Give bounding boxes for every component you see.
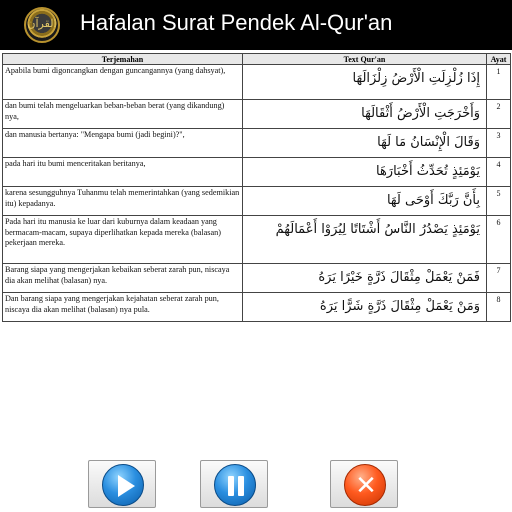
ayat-number: 1 (487, 65, 511, 100)
table-row (3, 129, 511, 158)
table-row (3, 293, 511, 322)
arabic-cell: فَمَنْ يَعْمَلْ مِثْقَالَ ذَرَّةٍ خَيْرًا يَرَهُ (243, 264, 487, 293)
translation-cell: karena sesungguhnya Tuhanmu telah memerintahkan (yang sedemikian itu) kepadanya. (3, 187, 243, 216)
play-icon (102, 464, 144, 506)
translation-cell: Barang siapa yang mengerjakan kebaikan seberat zarah pun, niscaya dia akan melihat (balasan) nya. (3, 264, 243, 293)
arabic-cell: وَأَخْرَجَتِ الْأَرْضُ أَثْقَالَهَا (243, 100, 487, 129)
header-quran: Text Qur'an (243, 54, 487, 65)
translation-cell: dan bumi telah mengeluarkan beban-beban berat (yang dikandung) nya, (3, 100, 243, 129)
arabic-cell: إِذَا زُلْزِلَتِ الْأَرْضُ زِلْزَالَهَا (243, 65, 487, 100)
translation-cell: Pada hari itu manusia ke luar dari kuburnya dalam keadaan yang bermacam-macam, supaya diperlihatkan kepada mereka (balasan) pekerjaan mereka. (3, 216, 243, 264)
header-ayat: Ayat (487, 54, 511, 65)
table-row (3, 100, 511, 129)
stop-button[interactable] (330, 460, 398, 508)
surah-table-container[interactable] (2, 53, 510, 322)
arabic-cell: وَمَنْ يَعْمَلْ مِثْقَالَ ذَرَّةٍ شَرًّا يَرَهُ (243, 293, 487, 322)
table-row (3, 264, 511, 293)
arabic-cell: يَوْمَئِذٍ تُحَدِّثُ أَخْبَارَهَا (243, 158, 487, 187)
ayat-number: 8 (487, 293, 511, 322)
arabic-cell: وَقَالَ الْإِنْسَانُ مَا لَهَا (243, 129, 487, 158)
arabic-cell: يَوْمَئِذٍ يَصْدُرُ النَّاسُ أَشْتَاتًا لِيُرَوْا أَعْمَالَهُمْ (243, 216, 487, 264)
translation-cell: Dan barang siapa yang mengerjakan kejahatan seberat zarah pun, niscaya dia akan melihat (balasan) nya pula. (3, 293, 243, 322)
app-title: Hafalan Surat Pendek Al-Qur'an (80, 10, 393, 35)
translation-cell: pada hari itu bumi menceritakan beritanya, (3, 158, 243, 187)
table-row (3, 65, 511, 100)
playback-controls (0, 460, 512, 508)
ayat-number: 2 (487, 100, 511, 129)
close-icon: ✕ (344, 464, 386, 506)
table-row (3, 158, 511, 187)
pause-icon (214, 464, 256, 506)
table-row (3, 187, 511, 216)
ayat-number: 7 (487, 264, 511, 293)
play-button[interactable] (88, 460, 156, 508)
translation-cell: dan manusia bertanya: "Mengapa bumi (jadi begini)?", (3, 129, 243, 158)
ayat-number: 3 (487, 129, 511, 158)
surah-table (2, 53, 511, 322)
logo-text: القرآن (27, 17, 57, 30)
ayat-number: 6 (487, 216, 511, 264)
pause-button[interactable] (200, 460, 268, 508)
ayat-number: 4 (487, 158, 511, 187)
table-header-row (3, 54, 511, 65)
translation-cell: Apabila bumi digoncangkan dengan guncangannya (yang dahsyat), (3, 65, 243, 100)
ayat-number: 5 (487, 187, 511, 216)
arabic-cell: بِأَنَّ رَبَّكَ أَوْحَى لَهَا (243, 187, 487, 216)
header-translation: Terjemahan (3, 54, 243, 65)
table-row (3, 216, 511, 264)
quran-logo (24, 7, 60, 43)
app-header (0, 0, 512, 50)
